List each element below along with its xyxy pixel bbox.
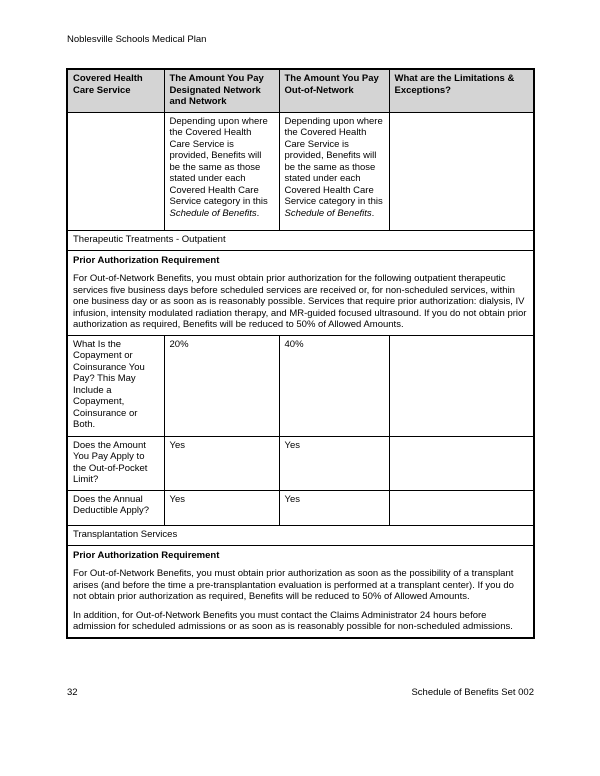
row-label-copayment: What Is the Copayment or Coinsurance You Pay? This May Include a Copayment, Coinsurance or Both. <box>67 335 164 436</box>
prior-auth-text: For Out-of-Network Benefits, you must obtain prior authorization for the following outpatient therapeutic services five business days before scheduled services are received or, for non-scheduled services, within one business day or as soon as is reasonably possible. Services that require prior authorization: dialysis, IV infusion, intensity modulated radiation therapy, and MR-guided focused ultrasound. If you do not obtain prior authorization as required, Benefits will be reduced to 50% of Allowed Amounts. <box>73 273 527 330</box>
row-label-out-of-pocket: Does the Amount You Pay Apply to the Out-of-Pocket Limit? <box>67 436 164 490</box>
deductible-limitations-cell <box>389 490 534 525</box>
prior-auth-cell-transplantation <box>67 545 534 638</box>
prior-auth-paragraph-1: For Out-of-Network Benefits, you must obtain prior authorization as soon as the possibility of a transplant arises (and before the time a pre-transplantation evaluation is performed at a transplant center). If you do not obtain prior authorization as required, Benefits will be reduced to 50% of Allowed Amounts. <box>73 568 514 602</box>
general-benefits-row <box>67 112 534 230</box>
prior-auth-row <box>67 250 534 335</box>
footer-document-label: Schedule of Benefits Set 002 <box>411 687 534 698</box>
general-network-suffix: . <box>256 207 260 219</box>
deductible-network-value: Yes <box>164 490 279 525</box>
copayment-network-value: 20% <box>164 335 279 436</box>
prior-auth-row <box>67 545 534 638</box>
table-header-row <box>67 69 534 112</box>
general-out-of-network-text: Depending upon where the Covered Health Care Service is provided, Benefits will be the same as those stated under each Covered Health Care Service category in this <box>284 115 383 207</box>
col-header-covered-service: Covered Health Care Service <box>67 69 164 112</box>
deductible-out-of-network-value: Yes <box>279 490 389 525</box>
table-row-out-of-pocket <box>67 436 534 490</box>
out-of-pocket-limitations-cell <box>389 436 534 490</box>
section-title-row <box>67 230 534 250</box>
general-out-of-network-cell <box>279 112 389 230</box>
col-header-out-of-network-amount: The Amount You Pay Out-of-Network <box>279 69 389 112</box>
row-label-deductible: Does the Annual Deductible Apply? <box>67 490 164 525</box>
prior-auth-heading: Prior Authorization Requirement <box>73 254 220 266</box>
out-of-pocket-out-of-network-value: Yes <box>279 436 389 490</box>
section-title-row <box>67 525 534 545</box>
col-header-network-amount: The Amount You Pay Designated Network and Network <box>164 69 279 112</box>
empty-cell <box>67 112 164 230</box>
schedule-of-benefits-ref: Schedule of Benefits <box>169 207 257 219</box>
table-row-deductible <box>67 490 534 525</box>
page-number: 32 <box>67 687 78 698</box>
copayment-out-of-network-value: 40% <box>279 335 389 436</box>
prior-auth-cell-therapeutic <box>67 250 534 335</box>
document-footer <box>67 687 534 699</box>
copayment-limitations-cell <box>389 335 534 436</box>
prior-auth-heading: Prior Authorization Requirement <box>73 549 220 561</box>
table-row-copayment <box>67 335 534 436</box>
general-network-text: Depending upon where the Covered Health Care Service is provided, Benefits will be the same as those stated under each Covered Health Care Service category in this <box>169 115 268 207</box>
col-header-limitations: What are the Limitations & Exceptions? <box>389 69 534 112</box>
out-of-pocket-network-value: Yes <box>164 436 279 490</box>
document-title: Noblesville Schools Medical Plan <box>67 34 207 45</box>
general-network-cell <box>164 112 279 230</box>
prior-auth-paragraph-2: In addition, for Out-of-Network Benefits you must contact the Claims Administrator 24 hours before admission for scheduled admissions or as soon as is reasonably possible for non-scheduled admissions. <box>73 609 513 632</box>
schedule-of-benefits-ref: Schedule of Benefits <box>284 207 372 219</box>
benefits-table <box>66 68 535 639</box>
empty-cell <box>389 112 534 230</box>
section-title-transplantation: Transplantation Services <box>67 525 534 545</box>
section-title-therapeutic-treatments: Therapeutic Treatments - Outpatient <box>67 230 534 250</box>
general-out-of-network-suffix: . <box>371 207 375 219</box>
